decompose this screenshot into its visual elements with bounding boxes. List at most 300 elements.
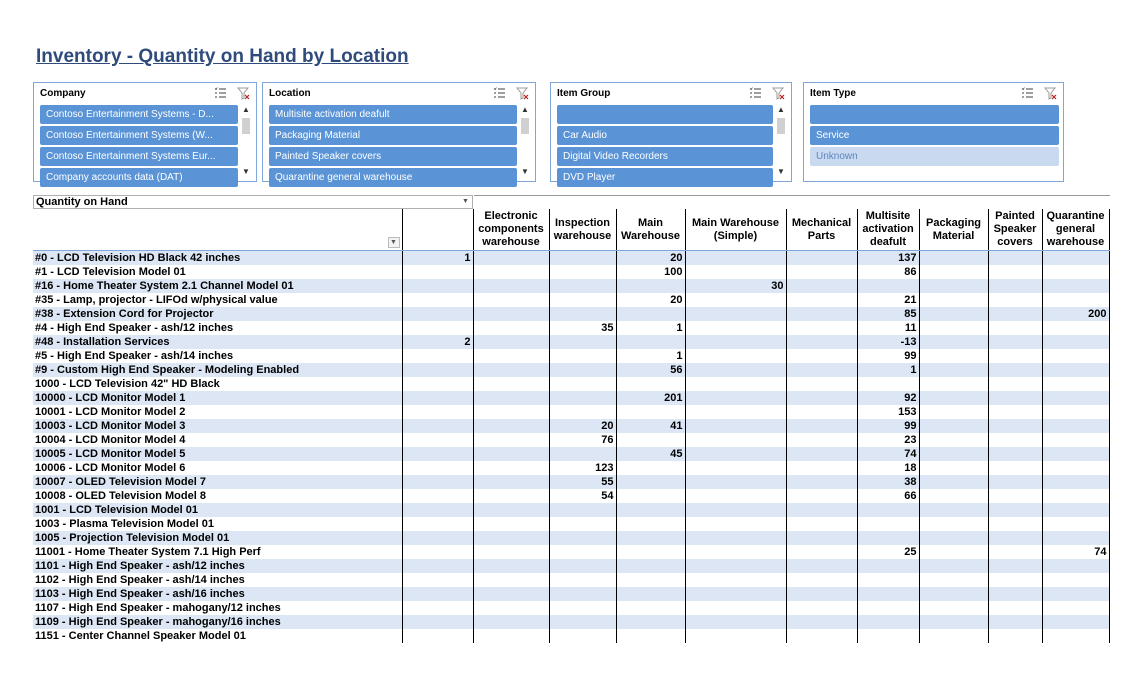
table-cell[interactable]: 55	[549, 475, 616, 489]
table-cell[interactable]	[549, 517, 616, 531]
table-cell[interactable]	[919, 335, 988, 349]
table-cell[interactable]	[919, 587, 988, 601]
table-cell[interactable]	[919, 279, 988, 293]
row-label[interactable]: 1000 - LCD Television 42" HD Black	[33, 377, 402, 391]
table-cell[interactable]	[1042, 405, 1109, 419]
row-label[interactable]: #16 - Home Theater System 2.1 Channel Model 01	[33, 279, 402, 293]
slicer-item[interactable]: Contoso Entertainment Systems - D...	[40, 105, 238, 124]
table-cell[interactable]	[988, 601, 1042, 615]
table-cell[interactable]: 2	[402, 335, 473, 349]
slicer-item[interactable]: DVD Player	[557, 168, 773, 187]
table-cell[interactable]	[473, 531, 549, 545]
table-cell[interactable]	[1042, 251, 1109, 266]
table-cell[interactable]	[988, 251, 1042, 266]
multi-select-icon[interactable]	[1021, 87, 1034, 100]
table-cell[interactable]: 18	[857, 461, 919, 475]
table-cell[interactable]	[616, 573, 685, 587]
slicer-item[interactable]: Company accounts data (DAT)	[40, 168, 238, 187]
row-label[interactable]: #5 - High End Speaker - ash/14 inches	[33, 349, 402, 363]
table-cell[interactable]: 54	[549, 489, 616, 503]
table-cell[interactable]	[786, 489, 857, 503]
table-cell[interactable]	[1042, 531, 1109, 545]
table-cell[interactable]	[685, 377, 786, 391]
table-cell[interactable]	[549, 573, 616, 587]
table-cell[interactable]	[988, 573, 1042, 587]
table-cell[interactable]	[549, 503, 616, 517]
table-cell[interactable]	[1042, 349, 1109, 363]
row-label[interactable]: 1151 - Center Channel Speaker Model 01	[33, 629, 402, 643]
row-label[interactable]: #48 - Installation Services	[33, 335, 402, 349]
table-cell[interactable]: 30	[685, 279, 786, 293]
table-cell[interactable]	[919, 559, 988, 573]
table-cell[interactable]	[549, 587, 616, 601]
table-cell[interactable]	[616, 601, 685, 615]
table-cell[interactable]	[988, 587, 1042, 601]
table-cell[interactable]	[988, 321, 1042, 335]
table-cell[interactable]	[549, 335, 616, 349]
table-cell[interactable]: 23	[857, 433, 919, 447]
table-cell[interactable]	[402, 293, 473, 307]
table-cell[interactable]	[402, 573, 473, 587]
table-cell[interactable]	[786, 349, 857, 363]
table-cell[interactable]	[1042, 447, 1109, 461]
table-cell[interactable]	[857, 601, 919, 615]
table-cell[interactable]	[473, 279, 549, 293]
table-cell[interactable]	[549, 531, 616, 545]
row-label[interactable]: 10006 - LCD Monitor Model 6	[33, 461, 402, 475]
table-cell[interactable]	[402, 615, 473, 629]
table-cell[interactable]	[919, 545, 988, 559]
table-cell[interactable]	[402, 503, 473, 517]
table-cell[interactable]	[919, 503, 988, 517]
table-cell[interactable]: -13	[857, 335, 919, 349]
table-cell[interactable]	[685, 363, 786, 377]
table-cell[interactable]	[473, 433, 549, 447]
table-cell[interactable]	[685, 475, 786, 489]
table-cell[interactable]	[1042, 615, 1109, 629]
slicer-item[interactable]	[810, 105, 1059, 124]
table-cell[interactable]	[402, 377, 473, 391]
table-cell[interactable]	[685, 447, 786, 461]
pivot-measure-field[interactable]	[33, 195, 473, 209]
table-cell[interactable]	[786, 405, 857, 419]
row-label[interactable]: #4 - High End Speaker - ash/12 inches	[33, 321, 402, 335]
row-labels-header[interactable]	[33, 209, 402, 251]
row-label[interactable]: 11001 - Home Theater System 7.1 High Perf	[33, 545, 402, 559]
row-label[interactable]: #38 - Extension Cord for Projector	[33, 307, 402, 321]
table-cell[interactable]	[786, 629, 857, 643]
table-cell[interactable]	[616, 335, 685, 349]
table-cell[interactable]	[786, 545, 857, 559]
slicer-scrollbar[interactable]	[519, 105, 531, 177]
scroll-up-icon[interactable]: ▲	[242, 105, 250, 114]
table-cell[interactable]	[402, 517, 473, 531]
table-cell[interactable]	[685, 587, 786, 601]
table-cell[interactable]	[685, 391, 786, 405]
table-cell[interactable]: 153	[857, 405, 919, 419]
table-cell[interactable]	[1042, 321, 1109, 335]
table-cell[interactable]: 56	[616, 363, 685, 377]
table-cell[interactable]	[402, 433, 473, 447]
row-label[interactable]: #35 - Lamp, projector - LIFOd w/physical value	[33, 293, 402, 307]
table-cell[interactable]	[402, 559, 473, 573]
table-cell[interactable]	[786, 363, 857, 377]
table-cell[interactable]	[473, 573, 549, 587]
table-cell[interactable]	[1042, 629, 1109, 643]
table-cell[interactable]	[402, 475, 473, 489]
table-cell[interactable]	[402, 307, 473, 321]
table-cell[interactable]	[402, 279, 473, 293]
table-cell[interactable]	[402, 391, 473, 405]
slicer-item[interactable]: Contoso Entertainment Systems (W...	[40, 126, 238, 145]
table-cell[interactable]	[685, 601, 786, 615]
table-cell[interactable]	[402, 587, 473, 601]
table-cell[interactable]	[1042, 503, 1109, 517]
table-cell[interactable]	[402, 601, 473, 615]
row-label[interactable]: 10008 - OLED Television Model 8	[33, 489, 402, 503]
table-cell[interactable]	[402, 447, 473, 461]
table-cell[interactable]	[616, 489, 685, 503]
table-cell[interactable]	[685, 251, 786, 266]
table-cell[interactable]	[549, 279, 616, 293]
multi-select-icon[interactable]	[493, 87, 506, 100]
table-cell[interactable]	[988, 265, 1042, 279]
table-cell[interactable]	[473, 517, 549, 531]
table-cell[interactable]	[402, 629, 473, 643]
table-cell[interactable]	[402, 363, 473, 377]
table-cell[interactable]	[1042, 335, 1109, 349]
table-cell[interactable]	[919, 349, 988, 363]
table-cell[interactable]	[988, 629, 1042, 643]
table-cell[interactable]	[685, 405, 786, 419]
scroll-down-icon[interactable]: ▼	[242, 167, 250, 176]
table-cell[interactable]	[473, 251, 549, 266]
table-cell[interactable]	[857, 559, 919, 573]
table-cell[interactable]	[402, 489, 473, 503]
table-cell[interactable]	[988, 461, 1042, 475]
row-label[interactable]: 10001 - LCD Monitor Model 2	[33, 405, 402, 419]
table-cell[interactable]	[473, 363, 549, 377]
table-cell[interactable]	[988, 545, 1042, 559]
row-label[interactable]: 1107 - High End Speaker - mahogany/12 inches	[33, 601, 402, 615]
scroll-down-icon[interactable]: ▼	[521, 167, 529, 176]
slicer-item[interactable]: Service	[810, 126, 1059, 145]
scroll-up-icon[interactable]: ▲	[521, 105, 529, 114]
table-cell[interactable]	[549, 251, 616, 266]
table-cell[interactable]	[786, 461, 857, 475]
table-cell[interactable]: 66	[857, 489, 919, 503]
table-cell[interactable]	[919, 629, 988, 643]
table-cell[interactable]	[685, 559, 786, 573]
table-cell[interactable]	[616, 545, 685, 559]
table-cell[interactable]	[857, 377, 919, 391]
table-cell[interactable]: 85	[857, 307, 919, 321]
table-cell[interactable]	[786, 419, 857, 433]
table-cell[interactable]	[919, 251, 988, 266]
table-cell[interactable]	[549, 377, 616, 391]
table-cell[interactable]	[988, 531, 1042, 545]
table-cell[interactable]	[988, 475, 1042, 489]
table-cell[interactable]: 45	[616, 447, 685, 461]
table-cell[interactable]	[786, 447, 857, 461]
table-cell[interactable]	[1042, 517, 1109, 531]
slicer-item[interactable]: Quarantine general warehouse	[269, 168, 517, 187]
table-cell[interactable]	[402, 419, 473, 433]
table-cell[interactable]	[786, 279, 857, 293]
table-cell[interactable]	[616, 433, 685, 447]
clear-filter-icon[interactable]	[772, 87, 785, 100]
table-cell[interactable]	[857, 517, 919, 531]
table-cell[interactable]	[919, 321, 988, 335]
table-cell[interactable]	[919, 293, 988, 307]
table-cell[interactable]	[988, 363, 1042, 377]
table-cell[interactable]	[616, 531, 685, 545]
table-cell[interactable]: 137	[857, 251, 919, 266]
table-cell[interactable]: 1	[616, 321, 685, 335]
slicer-scrollbar[interactable]	[240, 105, 252, 177]
table-cell[interactable]	[786, 307, 857, 321]
table-cell[interactable]	[857, 279, 919, 293]
clear-filter-icon[interactable]	[1044, 87, 1057, 100]
table-cell[interactable]	[473, 377, 549, 391]
table-cell[interactable]	[685, 321, 786, 335]
table-cell[interactable]	[685, 545, 786, 559]
table-cell[interactable]	[919, 419, 988, 433]
table-cell[interactable]	[919, 573, 988, 587]
table-cell[interactable]	[1042, 489, 1109, 503]
table-cell[interactable]	[919, 531, 988, 545]
table-cell[interactable]	[616, 377, 685, 391]
table-cell[interactable]	[1042, 587, 1109, 601]
table-cell[interactable]: 201	[616, 391, 685, 405]
table-cell[interactable]	[857, 531, 919, 545]
table-cell[interactable]	[1042, 391, 1109, 405]
table-cell[interactable]	[549, 601, 616, 615]
clear-filter-icon[interactable]	[237, 87, 250, 100]
table-cell[interactable]	[1042, 559, 1109, 573]
table-cell[interactable]	[616, 615, 685, 629]
table-cell[interactable]	[402, 461, 473, 475]
table-cell[interactable]	[919, 405, 988, 419]
table-cell[interactable]	[473, 615, 549, 629]
table-cell[interactable]	[473, 405, 549, 419]
scroll-thumb[interactable]	[521, 118, 529, 134]
table-cell[interactable]	[685, 531, 786, 545]
table-cell[interactable]: 100	[616, 265, 685, 279]
table-cell[interactable]	[549, 447, 616, 461]
table-cell[interactable]	[473, 601, 549, 615]
table-cell[interactable]	[1042, 433, 1109, 447]
slicer-item[interactable]: Unknown	[810, 147, 1059, 166]
table-cell[interactable]	[402, 405, 473, 419]
table-cell[interactable]: 1	[857, 363, 919, 377]
table-cell[interactable]	[1042, 461, 1109, 475]
table-cell[interactable]	[786, 517, 857, 531]
table-cell[interactable]	[402, 349, 473, 363]
table-cell[interactable]	[786, 321, 857, 335]
table-cell[interactable]	[919, 475, 988, 489]
scroll-down-icon[interactable]: ▼	[777, 167, 785, 176]
table-cell[interactable]	[988, 559, 1042, 573]
table-cell[interactable]: 92	[857, 391, 919, 405]
table-cell[interactable]: 21	[857, 293, 919, 307]
table-cell[interactable]	[473, 489, 549, 503]
table-cell[interactable]	[473, 391, 549, 405]
row-label[interactable]: 1103 - High End Speaker - ash/16 inches	[33, 587, 402, 601]
table-cell[interactable]	[685, 503, 786, 517]
row-label[interactable]: #9 - Custom High End Speaker - Modeling Enabled	[33, 363, 402, 377]
table-cell[interactable]	[919, 307, 988, 321]
table-cell[interactable]	[616, 405, 685, 419]
table-cell[interactable]	[473, 293, 549, 307]
table-cell[interactable]	[988, 517, 1042, 531]
table-cell[interactable]	[616, 629, 685, 643]
table-cell[interactable]	[473, 321, 549, 335]
table-cell[interactable]: 11	[857, 321, 919, 335]
table-cell[interactable]	[919, 363, 988, 377]
table-cell[interactable]	[549, 391, 616, 405]
table-cell[interactable]: 86	[857, 265, 919, 279]
table-cell[interactable]	[988, 433, 1042, 447]
table-cell[interactable]	[616, 461, 685, 475]
table-cell[interactable]	[988, 615, 1042, 629]
table-cell[interactable]	[988, 447, 1042, 461]
slicer-item[interactable]	[557, 105, 773, 124]
row-label[interactable]: 1102 - High End Speaker - ash/14 inches	[33, 573, 402, 587]
table-cell[interactable]	[786, 615, 857, 629]
table-cell[interactable]	[1042, 475, 1109, 489]
table-cell[interactable]	[473, 475, 549, 489]
table-cell[interactable]	[549, 405, 616, 419]
table-cell[interactable]	[685, 629, 786, 643]
row-label[interactable]: 1003 - Plasma Television Model 01	[33, 517, 402, 531]
table-cell[interactable]	[786, 391, 857, 405]
table-cell[interactable]	[473, 349, 549, 363]
table-cell[interactable]	[473, 307, 549, 321]
table-cell[interactable]	[685, 489, 786, 503]
table-cell[interactable]	[919, 433, 988, 447]
table-cell[interactable]	[473, 559, 549, 573]
table-cell[interactable]	[919, 601, 988, 615]
table-cell[interactable]	[685, 335, 786, 349]
table-cell[interactable]	[786, 251, 857, 266]
table-cell[interactable]	[473, 545, 549, 559]
table-cell[interactable]	[1042, 601, 1109, 615]
table-cell[interactable]: 1	[616, 349, 685, 363]
table-cell[interactable]	[919, 391, 988, 405]
table-cell[interactable]	[857, 615, 919, 629]
multi-select-icon[interactable]	[214, 87, 227, 100]
row-label[interactable]: 1109 - High End Speaker - mahogany/16 inches	[33, 615, 402, 629]
table-cell[interactable]	[549, 293, 616, 307]
table-cell[interactable]	[685, 573, 786, 587]
table-cell[interactable]	[786, 265, 857, 279]
table-cell[interactable]: 123	[549, 461, 616, 475]
dropdown-arrow-icon[interactable]: ▼	[388, 237, 400, 248]
table-cell[interactable]	[685, 461, 786, 475]
row-label[interactable]: 10007 - OLED Television Model 7	[33, 475, 402, 489]
table-cell[interactable]	[786, 475, 857, 489]
table-cell[interactable]	[988, 279, 1042, 293]
table-cell[interactable]	[549, 363, 616, 377]
table-cell[interactable]	[988, 307, 1042, 321]
table-cell[interactable]	[1042, 419, 1109, 433]
table-cell[interactable]	[685, 419, 786, 433]
table-cell[interactable]	[1042, 279, 1109, 293]
table-cell[interactable]	[988, 503, 1042, 517]
multi-select-icon[interactable]	[749, 87, 762, 100]
table-cell[interactable]	[616, 307, 685, 321]
row-label[interactable]: 10003 - LCD Monitor Model 3	[33, 419, 402, 433]
row-label[interactable]: 1005 - Projection Television Model 01	[33, 531, 402, 545]
slicer-item[interactable]: Painted Speaker covers	[269, 147, 517, 166]
table-cell[interactable]: 74	[857, 447, 919, 461]
row-label[interactable]: #0 - LCD Television HD Black 42 inches	[33, 251, 402, 266]
table-cell[interactable]	[402, 265, 473, 279]
table-cell[interactable]	[616, 559, 685, 573]
table-cell[interactable]	[402, 545, 473, 559]
table-cell[interactable]	[988, 349, 1042, 363]
row-label[interactable]: #1 - LCD Television Model 01	[33, 265, 402, 279]
table-cell[interactable]	[919, 517, 988, 531]
table-cell[interactable]	[549, 307, 616, 321]
table-cell[interactable]	[616, 587, 685, 601]
table-cell[interactable]	[1042, 293, 1109, 307]
table-cell[interactable]	[786, 377, 857, 391]
table-cell[interactable]	[786, 601, 857, 615]
row-label[interactable]: 10005 - LCD Monitor Model 5	[33, 447, 402, 461]
scroll-thumb[interactable]	[242, 118, 250, 134]
table-cell[interactable]	[549, 559, 616, 573]
table-cell[interactable]	[473, 629, 549, 643]
table-cell[interactable]	[786, 587, 857, 601]
clear-filter-icon[interactable]	[516, 87, 529, 100]
table-cell[interactable]	[919, 447, 988, 461]
table-cell[interactable]: 20	[616, 251, 685, 266]
row-label[interactable]: 10004 - LCD Monitor Model 4	[33, 433, 402, 447]
scroll-thumb[interactable]	[777, 118, 785, 134]
table-cell[interactable]	[857, 503, 919, 517]
table-cell[interactable]	[1042, 363, 1109, 377]
table-cell[interactable]	[1042, 265, 1109, 279]
slicer-scrollbar[interactable]	[775, 105, 787, 177]
row-label[interactable]: 10000 - LCD Monitor Model 1	[33, 391, 402, 405]
table-cell[interactable]	[549, 615, 616, 629]
slicer-item[interactable]: Digital Video Recorders	[557, 147, 773, 166]
table-cell[interactable]	[988, 377, 1042, 391]
table-cell[interactable]: 200	[1042, 307, 1109, 321]
table-cell[interactable]: 76	[549, 433, 616, 447]
table-cell[interactable]	[786, 503, 857, 517]
table-cell[interactable]	[1042, 377, 1109, 391]
table-cell[interactable]	[685, 265, 786, 279]
table-cell[interactable]	[616, 503, 685, 517]
table-cell[interactable]	[473, 447, 549, 461]
table-cell[interactable]	[988, 391, 1042, 405]
table-cell[interactable]	[616, 517, 685, 531]
table-cell[interactable]	[988, 335, 1042, 349]
table-cell[interactable]	[402, 321, 473, 335]
table-cell[interactable]: 38	[857, 475, 919, 489]
table-cell[interactable]	[473, 503, 549, 517]
table-cell[interactable]: 41	[616, 419, 685, 433]
table-cell[interactable]: 20	[549, 419, 616, 433]
table-cell[interactable]	[857, 573, 919, 587]
table-cell[interactable]	[919, 461, 988, 475]
table-cell[interactable]	[473, 265, 549, 279]
table-cell[interactable]	[473, 335, 549, 349]
table-cell[interactable]	[685, 517, 786, 531]
